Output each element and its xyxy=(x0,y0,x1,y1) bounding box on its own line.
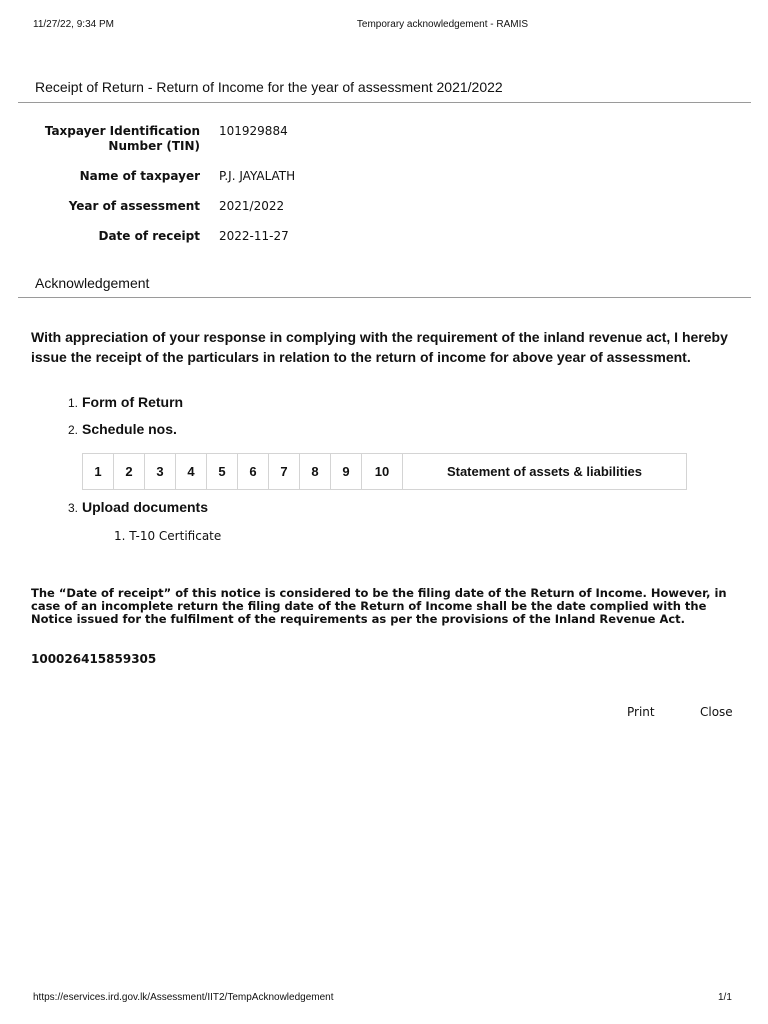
list-item-upload-documents: 3. Upload documents xyxy=(67,499,209,515)
acknowledgement-paragraph: With appreciation of your response in complying with the requirement of the inland revenue act, I hereby issue the receipt of the particulars in relation to the return of income for above year of assessment. xyxy=(31,329,728,365)
schedule-cell: 3 xyxy=(145,454,176,490)
list-item-form-of-return: 1. Form of Return xyxy=(67,394,184,410)
print-page-number: 1/1 xyxy=(718,992,732,1003)
schedule-cell: 1 xyxy=(83,454,114,490)
filing-date-notice: The “Date of receipt” of this notice is considered to be the filing date of the Return of Income. However, in case of an incomplete return the filing date of the Return of Income shall be the date complied with the Notice issued for the fulfilment of the requirements as per the provisions of the Inland Revenue Act. xyxy=(31,586,727,626)
date-of-receipt-label: Date of receipt xyxy=(98,229,200,243)
schedule-cell: 2 xyxy=(114,454,145,490)
year-of-assessment-value: 2021/2022 xyxy=(219,199,285,213)
schedule-cell: 8 xyxy=(300,454,331,490)
tin-value: 101929884 xyxy=(219,124,288,138)
page-title: Receipt of Return - Return of Income for the year of assessment 2021/2022 xyxy=(35,79,503,95)
print-url: https://eservices.ird.gov.lk/Assessment/IIT2/TempAcknowledgement xyxy=(33,992,334,1003)
acknowledgement-divider xyxy=(18,297,751,298)
title-divider xyxy=(18,102,751,103)
statement-cell: Statement of assets & liabilities xyxy=(403,454,687,490)
list-item-schedule-nos: 2. Schedule nos. xyxy=(67,421,177,437)
schedule-cell: 9 xyxy=(331,454,362,490)
schedule-cell: 6 xyxy=(238,454,269,490)
close-button[interactable]: Close xyxy=(700,705,733,719)
document-item: 1. T-10 Certificate xyxy=(114,529,222,543)
date-of-receipt-value: 2022-11-27 xyxy=(219,229,289,243)
schedule-cell: 5 xyxy=(207,454,238,490)
schedule-cell: 7 xyxy=(269,454,300,490)
acknowledgement-heading: Acknowledgement xyxy=(35,275,150,291)
year-of-assessment-label: Year of assessment xyxy=(68,199,200,213)
reference-number: 100026415859305 xyxy=(31,652,157,666)
print-button[interactable]: Print xyxy=(627,705,655,719)
schedule-row xyxy=(83,454,687,490)
tin-label: Taxpayer Identification Number (TIN) xyxy=(44,124,200,153)
taxpayer-name-label: Name of taxpayer xyxy=(79,169,200,183)
print-datetime: 11/27/22, 9:34 PM xyxy=(33,19,114,30)
schedule-cell: 4 xyxy=(176,454,207,490)
schedule-table xyxy=(82,453,687,490)
taxpayer-name-value: P.J. JAYALATH xyxy=(219,169,296,183)
schedule-cell: 10 xyxy=(362,454,403,490)
print-page-title: Temporary acknowledgement - RAMIS xyxy=(356,19,529,30)
